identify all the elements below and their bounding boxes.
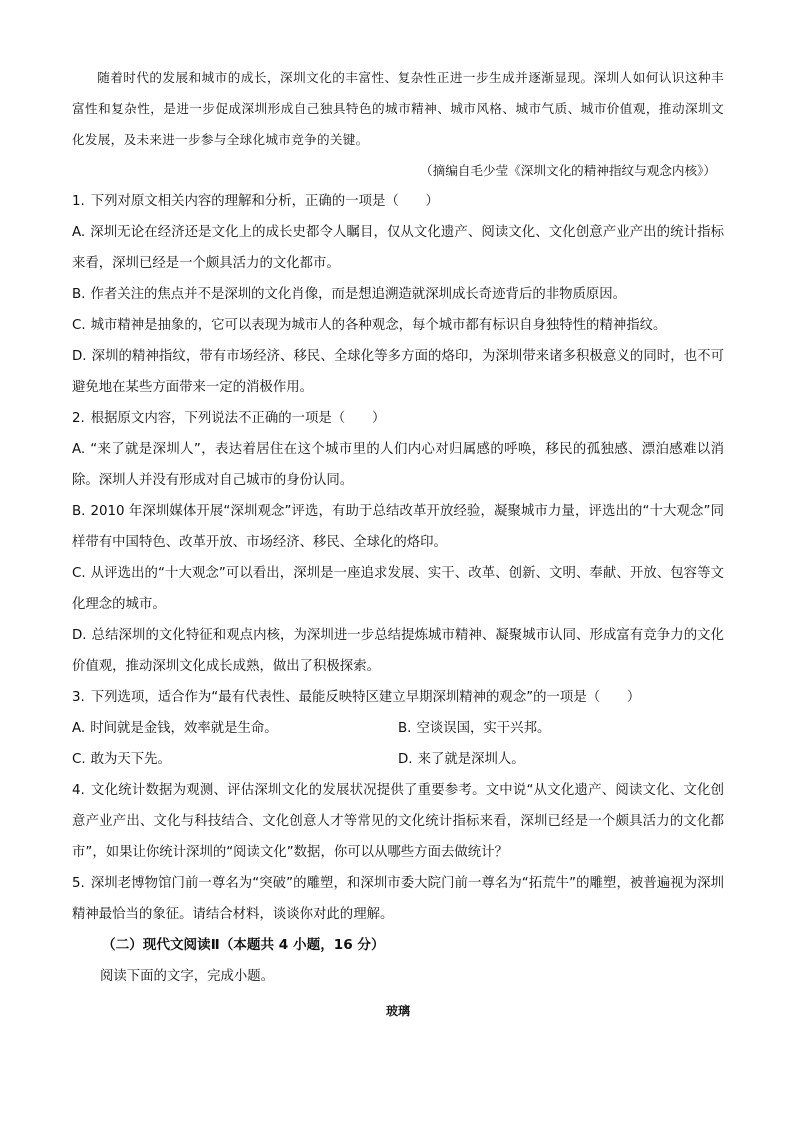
question-stem: 1. 下列对原文相关内容的理解和分析，正确的一项是（ ） <box>72 194 439 209</box>
question-2 <box>72 403 724 682</box>
question-list <box>72 186 724 1027</box>
option-row <box>72 744 724 775</box>
question-stem: 5. 深圳老博物馆门前一尊名为“突破”的雕塑，和深圳市委大院门前一尊名为“拓荒牛”的雕塑，被普遍视为深圳精神最恰当的象征。请结合材料，谈谈你对此的理解。 <box>72 876 724 922</box>
option-b: B. 2010 年深圳媒体开展“深圳观念”评选，有助于总结改革开放经验，凝聚城市力量，评选出的“十大观念”同样带有中国特色、改革开放、市场经济、移民、全球化的烙印。 <box>72 504 724 550</box>
option-d: D. 总结深圳的文化特征和观点内核，为深圳进一步总结提炼城市精神、凝聚城市认同、形成富有竞争力的文化价值观，推动深圳文化成长成熟，做出了积极探索。 <box>72 628 724 674</box>
question-stem: 3. 下列选项，适合作为“最有代表性、最能反映特区建立早期深圳精神的观念”的一项是（ ） <box>72 690 641 705</box>
question-5 <box>72 868 724 930</box>
section-title: （二）现代文阅读Ⅱ（本题共 4 小题，16 分） <box>102 937 385 953</box>
section-instruction: 阅读下面的文字，完成小题。 <box>100 969 275 984</box>
story-title: 玻璃 <box>385 1004 410 1018</box>
question-stem: 2. 根据原文内容，下列说法不正确的一项是（ ） <box>72 411 386 426</box>
option-row <box>72 713 724 744</box>
question-4 <box>72 775 724 868</box>
option-b: B. 作者关注的焦点并不是深圳的文化肖像，而是想追溯造就深圳成长奇迹背后的非物质原因。 <box>72 287 627 302</box>
option-b: B. 空谈误国，实干兴邦。 <box>398 721 551 736</box>
option-d: D. 来了就是深圳人。 <box>398 752 525 767</box>
passage-paragraph: 随着时代的发展和城市的成长，深圳文化的丰富性、复杂性正进一步生成并逐渐显现。深圳人如何认识这种丰富性和复杂性，是进一步促成深圳形成自己独具特色的城市精神、城市风格、城市气质、城市价值观，推动深圳文化发展，及未来进一步参与全球化城市竞争的关键。 <box>72 70 724 147</box>
option-a: A. 时间就是金钱，效率就是生命。 <box>72 721 278 736</box>
option-c: C. 城市精神是抽象的，它可以表现为城市人的各种观念，每个城市都有标识自身独特性的精神指纹。 <box>72 318 667 333</box>
option-a: A. “来了就是深圳人”，表达着居住在这个城市里的人们内心对归属感的呼唤，移民的孤独感、漂泊感难以消除。深圳人并没有形成对自己城市的身份认同。 <box>72 442 724 488</box>
question-stem: 4. 文化统计数据为观测、评估深圳文化的发展状况提供了重要参考。文中说“从文化遗产、阅读文化、文化创意产业产出、文化与科技结合、文化创意人才等常见的文化统计指标来看，深圳已经是一个颇具活力的文化都市”，如果让你统计深圳的“阅读文化”数据，你可以从哪些方面去做统计？ <box>72 783 724 860</box>
passage-source: （摘编自毛少莹《深圳文化的精神指纹与观念内核》） <box>420 163 716 178</box>
question-1 <box>72 186 724 403</box>
option-c: C. 敢为天下先。 <box>72 752 171 767</box>
question-3 <box>72 682 724 775</box>
option-a: A. 深圳无论在经济还是文化上的成长史都令人瞩目，仅从文化遗产、阅读文化、文化创意产业产出的统计指标来看，深圳已经是一个颇具活力的文化都市。 <box>72 225 724 271</box>
option-d: D. 深圳的精神指纹，带有市场经济、移民、全球化等多方面的烙印，为深圳带来诸多积极意义的同时，也不可避免地在某些方面带来一定的消极作用。 <box>72 349 724 395</box>
option-c: C. 从评选出的“十大观念”可以看出，深圳是一座追求发展、实干、改革、创新、文明、奉献、开放、包容等文化理念的城市。 <box>72 566 724 612</box>
